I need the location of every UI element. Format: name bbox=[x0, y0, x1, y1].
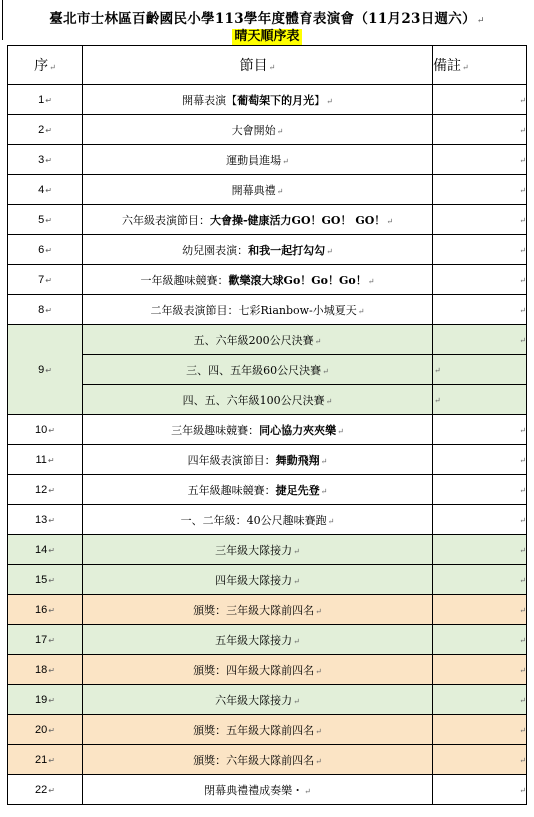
note-cell bbox=[433, 595, 527, 625]
paragraph-mark: ↵ bbox=[320, 486, 328, 496]
paragraph-mark: ↵ bbox=[519, 426, 526, 435]
program-cell: 閉幕典禮禮成奏樂・↵ bbox=[83, 775, 433, 805]
note-cell bbox=[433, 325, 527, 355]
paragraph-mark: ↵ bbox=[314, 336, 322, 346]
paragraph-mark: ↵ bbox=[357, 306, 365, 316]
paragraph-mark: ↵ bbox=[519, 306, 526, 315]
note-cell bbox=[433, 535, 527, 565]
seq-cell: 22↵ bbox=[8, 775, 83, 805]
note-cell bbox=[433, 505, 527, 535]
note-cell bbox=[433, 205, 527, 235]
column-header-seq: 序↵ bbox=[8, 46, 83, 85]
seq-cell: 18↵ bbox=[8, 655, 83, 685]
table-row bbox=[8, 775, 527, 805]
paragraph-mark: ↵ bbox=[48, 425, 55, 435]
paragraph-mark: ↵ bbox=[45, 155, 52, 165]
paragraph-mark: ↵ bbox=[276, 126, 284, 136]
table-row bbox=[8, 535, 527, 565]
note-cell bbox=[433, 295, 527, 325]
program-cell: 一、二年級：40公尺趣味賽跑↵ bbox=[83, 505, 433, 535]
program-cell: 開幕表演【葡萄架下的月光】↵ bbox=[83, 85, 433, 115]
paragraph-mark: ↵ bbox=[519, 96, 526, 105]
note-cell bbox=[433, 655, 527, 685]
column-header-program: 節目↵ bbox=[83, 46, 433, 85]
seq-cell: 16↵ bbox=[8, 595, 83, 625]
paragraph-mark: ↵ bbox=[304, 786, 311, 796]
paragraph-mark: ↵ bbox=[293, 696, 300, 706]
document-subtitle: 晴天順序表 bbox=[234, 29, 300, 44]
table-row bbox=[8, 265, 527, 295]
paragraph-mark: ↵ bbox=[367, 276, 375, 286]
note-cell bbox=[433, 685, 527, 715]
paragraph-mark: ↵ bbox=[519, 276, 526, 285]
seq-cell: 20↵ bbox=[8, 715, 83, 745]
paragraph-mark: ↵ bbox=[48, 665, 55, 675]
program-cell: 大會開始↵ bbox=[83, 115, 433, 145]
program-table bbox=[7, 45, 527, 805]
paragraph-mark: ↵ bbox=[45, 95, 52, 105]
seq-cell: 2↵ bbox=[8, 115, 83, 145]
program-cell: 三、四、五年級60公尺決賽↵ bbox=[83, 355, 433, 385]
note-cell bbox=[433, 355, 527, 385]
table-row bbox=[8, 715, 527, 745]
paragraph-mark: ↵ bbox=[519, 696, 526, 705]
document-title: 臺北市士林區百齡國民小學113學年度體育表演會（11月23日週六）↵ bbox=[49, 11, 485, 27]
paragraph-mark: ↵ bbox=[276, 186, 284, 196]
paragraph-mark: ↵ bbox=[45, 365, 52, 375]
seq-cell: 7↵ bbox=[8, 265, 83, 295]
paragraph-mark: ↵ bbox=[48, 605, 55, 615]
paragraph-mark: ↵ bbox=[315, 606, 322, 616]
note-cell bbox=[433, 115, 527, 145]
table-row bbox=[8, 415, 527, 445]
paragraph-mark: ↵ bbox=[326, 96, 333, 106]
program-cell: 三年級大隊接力↵ bbox=[83, 535, 433, 565]
paragraph-mark: ↵ bbox=[322, 366, 329, 376]
table-row bbox=[8, 625, 527, 655]
seq-cell: 9↵ bbox=[8, 325, 83, 415]
note-cell bbox=[433, 85, 527, 115]
program-cell: 開幕典禮↵ bbox=[83, 175, 433, 205]
program-cell: 五年級趣味競賽：捷足先登↵ bbox=[83, 475, 433, 505]
table-row bbox=[8, 745, 527, 775]
column-header-note: 備註↵ bbox=[433, 46, 527, 85]
program-cell: 運動員進場↵ bbox=[83, 145, 433, 175]
table-row bbox=[8, 325, 527, 355]
paragraph-mark: ↵ bbox=[325, 396, 333, 406]
paragraph-mark: ↵ bbox=[45, 125, 52, 135]
table-row bbox=[8, 115, 527, 145]
paragraph-mark: ↵ bbox=[519, 726, 526, 735]
paragraph-mark: ↵ bbox=[48, 725, 55, 735]
paragraph-mark: ↵ bbox=[48, 755, 55, 765]
seq-cell: 13↵ bbox=[8, 505, 83, 535]
paragraph-mark: ↵ bbox=[519, 336, 526, 345]
note-cell bbox=[433, 145, 527, 175]
seq-cell: 21↵ bbox=[8, 745, 83, 775]
paragraph-mark: ↵ bbox=[326, 246, 333, 256]
note-cell bbox=[433, 625, 527, 655]
table-row bbox=[8, 565, 527, 595]
program-cell: 頒獎：五年級大隊前四名↵ bbox=[83, 715, 433, 745]
table-body bbox=[8, 85, 527, 805]
note-cell bbox=[433, 775, 527, 805]
paragraph-mark: ↵ bbox=[45, 305, 52, 315]
table-row bbox=[8, 295, 527, 325]
seq-cell: 11↵ bbox=[8, 445, 83, 475]
note-cell bbox=[433, 715, 527, 745]
paragraph-mark: ↵ bbox=[519, 666, 526, 675]
table-row bbox=[8, 685, 527, 715]
program-cell: 幼兒園表演：和我一起打勾勾↵ bbox=[83, 235, 433, 265]
paragraph-mark: ↵ bbox=[519, 786, 526, 795]
table-row bbox=[8, 175, 527, 205]
paragraph-mark: ↵ bbox=[519, 486, 526, 495]
program-cell: 三年級趣味競賽：同心協力夾夾樂↵ bbox=[83, 415, 433, 445]
note-cell bbox=[433, 445, 527, 475]
table-header-row bbox=[8, 46, 527, 85]
table-row bbox=[8, 595, 527, 625]
program-cell: 四年級大隊接力↵ bbox=[83, 565, 433, 595]
program-cell: 六年級表演節目：大會操-健康活力GO！GO！ GO！↵ bbox=[83, 205, 433, 235]
paragraph-mark: ↵ bbox=[315, 726, 322, 736]
paragraph-mark: ↵ bbox=[48, 485, 55, 495]
program-cell: 二年級表演節目：七彩Rianbow-小城夏天↵ bbox=[83, 295, 433, 325]
table-row bbox=[8, 475, 527, 505]
seq-cell: 1↵ bbox=[8, 85, 83, 115]
paragraph-mark: ↵ bbox=[48, 785, 55, 795]
table-row bbox=[8, 505, 527, 535]
program-cell: 四、五、六年級100公尺決賽↵ bbox=[83, 385, 433, 415]
program-cell: 頒獎：六年級大隊前四名↵ bbox=[83, 745, 433, 775]
paragraph-mark: ↵ bbox=[519, 576, 526, 585]
note-cell bbox=[433, 565, 527, 595]
seq-cell: 5↵ bbox=[8, 205, 83, 235]
paragraph-mark: ↵ bbox=[434, 396, 441, 405]
paragraph-mark: ↵ bbox=[519, 756, 526, 765]
paragraph-mark: ↵ bbox=[327, 516, 335, 526]
paragraph-mark: ↵ bbox=[48, 545, 55, 555]
paragraph-mark: ↵ bbox=[519, 606, 526, 615]
paragraph-mark: ↵ bbox=[48, 635, 55, 645]
seq-cell: 19↵ bbox=[8, 685, 83, 715]
subtitle-row bbox=[0, 25, 534, 45]
note-cell bbox=[433, 235, 527, 265]
note-cell bbox=[433, 385, 527, 415]
paragraph-mark: ↵ bbox=[320, 456, 328, 466]
paragraph-mark: ↵ bbox=[519, 546, 526, 555]
table-row bbox=[8, 355, 527, 385]
table-row bbox=[8, 205, 527, 235]
paragraph-mark: ↵ bbox=[293, 636, 300, 646]
note-cell bbox=[433, 745, 527, 775]
table-row bbox=[8, 145, 527, 175]
seq-cell: 12↵ bbox=[8, 475, 83, 505]
program-cell: 頒獎：三年級大隊前四名↵ bbox=[83, 595, 433, 625]
paragraph-mark: ↵ bbox=[519, 246, 526, 255]
table-row bbox=[8, 655, 527, 685]
program-cell: 四年級表演節目：舞動飛翔↵ bbox=[83, 445, 433, 475]
note-cell bbox=[433, 415, 527, 445]
paragraph-mark: ↵ bbox=[48, 515, 55, 525]
paragraph-mark: ↵ bbox=[45, 275, 52, 285]
paragraph-mark: ↵ bbox=[519, 636, 526, 645]
note-cell bbox=[433, 265, 527, 295]
paragraph-mark: ↵ bbox=[315, 666, 322, 676]
paragraph-mark: ↵ bbox=[519, 186, 526, 195]
program-cell: 六年級大隊接力↵ bbox=[83, 685, 433, 715]
paragraph-mark: ↵ bbox=[315, 756, 322, 766]
table-row bbox=[8, 235, 527, 265]
paragraph-mark: ↵ bbox=[45, 215, 52, 225]
paragraph-mark: ↵ bbox=[337, 426, 344, 436]
seq-cell: 4↵ bbox=[8, 175, 83, 205]
paragraph-mark: ↵ bbox=[45, 185, 52, 195]
paragraph-mark: ↵ bbox=[519, 156, 526, 165]
seq-cell: 6↵ bbox=[8, 235, 83, 265]
table-row bbox=[8, 385, 527, 415]
paragraph-mark: ↵ bbox=[519, 216, 526, 225]
program-cell: 一年級趣味競賽：歡樂滾大球Go！Go！Go！↵ bbox=[83, 265, 433, 295]
program-cell: 五、六年級200公尺決賽↵ bbox=[83, 325, 433, 355]
paragraph-mark: ↵ bbox=[45, 245, 52, 255]
seq-cell: 14↵ bbox=[8, 535, 83, 565]
note-cell bbox=[433, 175, 527, 205]
paragraph-mark: ↵ bbox=[47, 455, 55, 465]
note-cell bbox=[433, 475, 527, 505]
paragraph-mark: ↵ bbox=[519, 516, 526, 525]
paragraph-mark: ↵ bbox=[519, 126, 526, 135]
paragraph-mark: ↵ bbox=[386, 216, 394, 226]
paragraph-mark: ↵ bbox=[519, 456, 526, 465]
table-row bbox=[8, 85, 527, 115]
program-cell: 頒獎：四年級大隊前四名↵ bbox=[83, 655, 433, 685]
table-row bbox=[8, 445, 527, 475]
paragraph-mark: ↵ bbox=[48, 575, 55, 585]
paragraph-mark: ↵ bbox=[48, 695, 55, 705]
seq-cell: 17↵ bbox=[8, 625, 83, 655]
seq-cell: 3↵ bbox=[8, 145, 83, 175]
seq-cell: 8↵ bbox=[8, 295, 83, 325]
paragraph-mark: ↵ bbox=[293, 546, 300, 556]
paragraph-mark: ↵ bbox=[293, 576, 300, 586]
program-cell: 五年級大隊接力↵ bbox=[83, 625, 433, 655]
seq-cell: 15↵ bbox=[8, 565, 83, 595]
seq-cell: 10↵ bbox=[8, 415, 83, 445]
paragraph-mark: ↵ bbox=[282, 156, 289, 166]
paragraph-mark: ↵ bbox=[434, 366, 441, 375]
